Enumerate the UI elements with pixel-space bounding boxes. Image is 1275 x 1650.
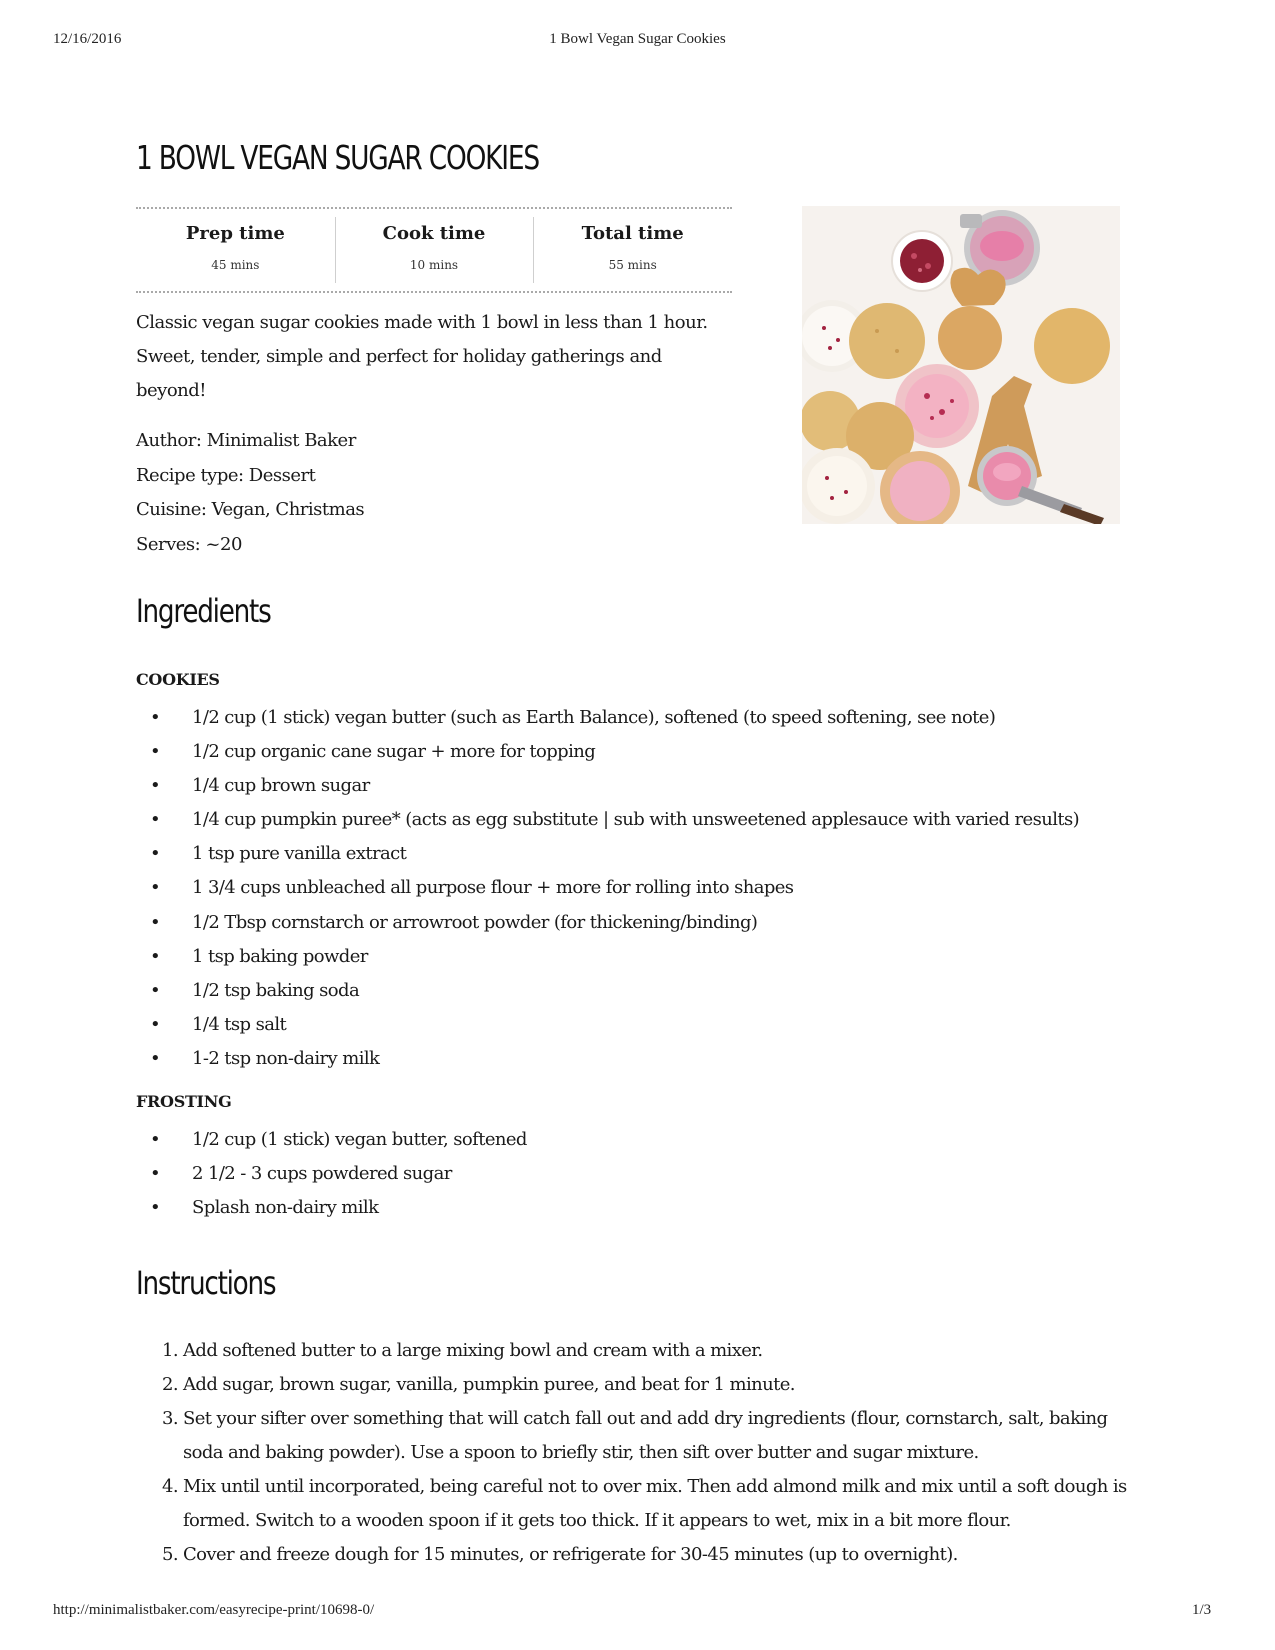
ingredients-heading: Ingredients — [136, 592, 271, 630]
ingredient-item: • Splash non-dairy milk — [136, 1191, 527, 1225]
recipe-type: Recipe type: Dessert — [136, 464, 316, 486]
instruction-text: Set your sifter over something that will catch fall out and add dry ingredients (flour, cornstarch, salt, baking soda and baking powder). Use a spoon to briefly stir, then sift over butter and sugar mixture. — [183, 1408, 1108, 1463]
cook-time-value: 10 mins — [409, 258, 459, 272]
ingredient-item: • 1/4 cup brown sugar — [136, 769, 1079, 803]
ingredient-item: • 2 1/2 - 3 cups powdered sugar — [136, 1157, 527, 1191]
prep-time — [136, 209, 335, 291]
recipe-summary: Classic vegan sugar cookies made with 1 bowl in less than 1 hour. Sweet, tender, simple and perfect for holiday gatherings and beyond! — [136, 312, 708, 401]
ingredient-item: • 1/2 cup organic cane sugar + more for topping — [136, 735, 1079, 769]
recipe-title: 1 BOWL VEGAN SUGAR COOKIES — [136, 138, 539, 177]
instruction-step: 4. Mix until until incorporated, being careful not to over mix. Then add almond milk and mix until a soft dough is formed. Switch to a wooden spoon if it gets too thick. If it appears to wet, mix in a bit more flour. — [162, 1476, 1127, 1531]
total-time-label: Total time — [581, 223, 684, 244]
print-url: http://minimalistbaker.com/easyrecipe-print/10698-0/ — [53, 1602, 375, 1618]
ingredient-item: • 1 tsp pure vanilla extract — [136, 837, 1079, 871]
ingredient-item: • 1-2 tsp non-dairy milk — [136, 1042, 1079, 1076]
recipe-photo — [802, 206, 1120, 524]
ingredient-item: • 1/2 Tbsp cornstarch or arrowroot powder (for thickening/binding) — [136, 906, 1079, 940]
ingredient-item: • 1/2 cup (1 stick) vegan butter, softened — [136, 1123, 527, 1157]
recipe-author: Author: Minimalist Baker — [136, 430, 356, 451]
instruction-text: Add softened butter to a large mixing bowl and cream with a mixer. — [183, 1340, 763, 1361]
instruction-step: 3. Set your sifter over something that will catch fall out and add dry ingredients (flour, cornstarch, salt, baking soda and baking powder). Use a spoon to briefly stir, then sift over butter and sugar mixture. — [162, 1408, 1108, 1463]
recipe-cuisine: Cuisine: Vegan, Christmas — [136, 499, 365, 520]
ingredient-item: • 1/2 cup (1 stick) vegan butter (such as Earth Balance), softened (to speed softening, see note) — [136, 701, 1079, 735]
instruction-step: 2. Add sugar, brown sugar, vanilla, pumpkin puree, and beat for 1 minute. — [162, 1374, 795, 1395]
instructions-list — [136, 1334, 1136, 1572]
instructions-heading: Instructions — [136, 1264, 276, 1302]
frosting-subheading: FROSTING — [136, 1092, 232, 1111]
ingredient-item: • 1 3/4 cups unbleached all purpose flour + more for rolling into shapes — [136, 871, 1079, 905]
cookies-subheading: COOKIES — [136, 670, 220, 689]
cookies-ingredient-list — [136, 701, 1079, 1076]
total-time-value: 55 mins — [608, 258, 657, 272]
instruction-text: Cover and freeze dough for 15 minutes, or refrigerate for 30-45 minutes (up to overnight). — [183, 1544, 958, 1565]
instruction-text: Mix until until incorporated, being careful not to over mix. Then add almond milk and mix until a soft dough is formed. Switch to a wooden spoon if it gets too thick. If it appears to wet, mix in a bit more flour. — [183, 1476, 1127, 1531]
print-title: 1 Bowl Vegan Sugar Cookies — [549, 31, 726, 47]
cook-time-label: Cook time — [382, 223, 486, 244]
page-number: 1/3 — [1192, 1602, 1212, 1618]
cook-time — [335, 209, 534, 291]
recipe-serves: Serves: ~20 — [136, 533, 242, 555]
instruction-step: 5. Cover and freeze dough for 15 minutes, or refrigerate for 30-45 minutes (up to overnight). — [162, 1544, 958, 1565]
ingredient-item: • 1 tsp baking powder — [136, 940, 1079, 974]
instruction-step: 1. Add softened butter to a large mixing bowl and cream with a mixer. — [162, 1340, 763, 1361]
ingredient-item: • 1/4 cup pumpkin puree* (acts as egg substitute | sub with unsweetened applesauce with varied results) — [136, 803, 1079, 837]
recipe-times — [136, 207, 732, 293]
print-footer — [0, 1602, 1275, 1622]
print-header — [0, 31, 1275, 51]
prep-time-label: Prep time — [185, 223, 285, 244]
total-time — [533, 209, 732, 291]
cookies-photo-image — [802, 206, 1120, 524]
recipe-meta — [136, 424, 736, 562]
ingredient-item: • 1/2 tsp baking soda — [136, 974, 1079, 1008]
ingredient-item: • 1/4 tsp salt — [136, 1008, 1079, 1042]
print-date: 12/16/2016 — [53, 31, 122, 47]
prep-time-value: 45 mins — [211, 258, 260, 272]
instruction-text: Add sugar, brown sugar, vanilla, pumpkin puree, and beat for 1 minute. — [183, 1374, 795, 1395]
frosting-ingredient-list — [136, 1123, 527, 1225]
